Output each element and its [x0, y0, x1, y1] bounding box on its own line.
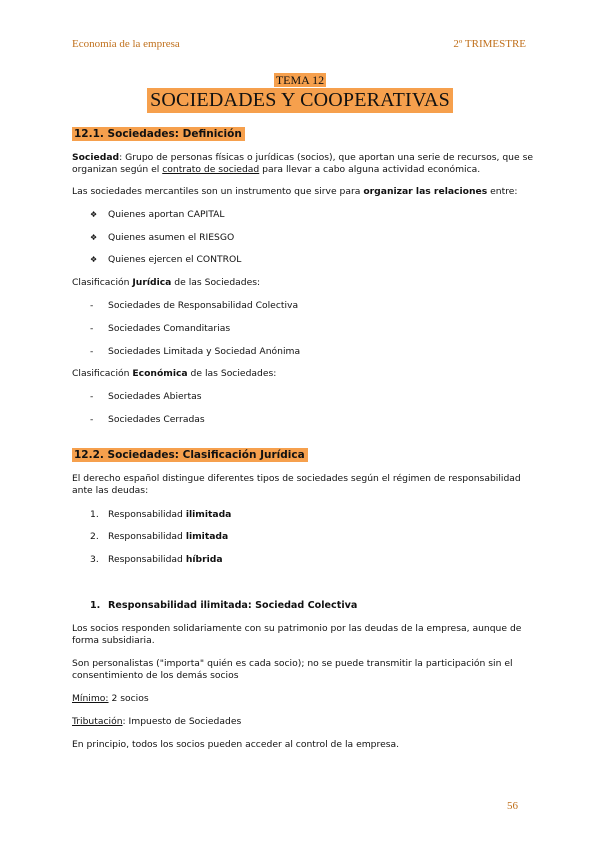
- list-item: Sociedades Limitada y Sociedad Anónima: [108, 346, 301, 357]
- list-number: 2.: [90, 531, 99, 542]
- bullet-icon: ❖: [90, 210, 98, 219]
- section-heading-clasificacion: [72, 449, 308, 461]
- classification-bold: Jurídica: [132, 277, 172, 288]
- dash-marker: -: [90, 300, 94, 311]
- definition-text: : Grupo de personas físicas o jurídicas (socios), que aportan una serie de recursos, que se organizan según el: [72, 152, 534, 175]
- section-heading-definicion: [72, 128, 245, 140]
- dash-marker: -: [90, 346, 94, 357]
- list-item: [108, 554, 223, 566]
- definition-text-end: para llevar a cabo alguna actividad económica.: [259, 164, 481, 175]
- dash-marker: -: [90, 391, 94, 402]
- list-item-bold: ilimitada: [185, 509, 232, 520]
- mercantile-paragraph: [72, 186, 532, 198]
- topic-number-text: TEMA 12: [275, 73, 325, 87]
- taxation-line: [72, 716, 532, 728]
- economic-classification-paragraph: [72, 368, 532, 380]
- solidarity-paragraph: Los socios responden solidariamente con su patrimonio por las deudas de la empresa, aunque de forma subsidiaria.: [72, 623, 522, 646]
- bullet-icon: ❖: [90, 255, 98, 264]
- list-item: Sociedades Comanditarias: [108, 323, 231, 334]
- list-item: Sociedades Cerradas: [108, 414, 205, 425]
- list-item-text: Responsabilidad: [108, 509, 186, 520]
- mercantile-text-end: entre:: [487, 186, 518, 197]
- classification-text: Clasificación: [72, 277, 133, 288]
- definition-paragraph: [72, 152, 534, 176]
- list-number: 1.: [90, 509, 99, 520]
- classification-bold: Económica: [132, 368, 188, 379]
- list-item-text: Responsabilidad: [108, 531, 186, 542]
- subheading-number: 1.: [90, 600, 101, 611]
- list-item: [108, 531, 228, 543]
- subheading-colectiva: Responsabilidad ilimitada: Sociedad Colectiva: [108, 600, 358, 611]
- list-item-bold: híbrida: [185, 554, 223, 565]
- control-paragraph: En principio, todos los socios pueden acceder al control de la empresa.: [72, 739, 400, 750]
- bullet-icon: ❖: [90, 233, 98, 242]
- mercantile-text: Las sociedades mercantiles son un instrumento que sirve para: [72, 186, 364, 197]
- contract-link-text: contrato de sociedad: [162, 164, 260, 175]
- legal-classification-paragraph: [72, 277, 532, 289]
- personalist-paragraph: Son personalistas ("importa" quién es cada socio); no se puede transmitir la participación sin el consentimiento de los demás socios: [72, 658, 513, 681]
- topic-number: [0, 73, 600, 88]
- classification-text: Clasificación: [72, 368, 133, 379]
- list-item-text: Responsabilidad: [108, 554, 186, 565]
- section-heading-text: 12.1. Sociedades: Definición: [72, 127, 245, 141]
- dash-marker: -: [90, 323, 94, 334]
- classification-text-end: de las Sociedades:: [187, 368, 277, 379]
- mercantile-bold: organizar las relaciones: [363, 186, 488, 197]
- page-number: 56: [507, 800, 518, 812]
- list-item: [108, 509, 231, 521]
- list-number: 3.: [90, 554, 99, 565]
- list-item: Sociedades Abiertas: [108, 391, 202, 402]
- intro-paragraph: El derecho español distingue diferentes tipos de sociedades según el régimen de responsabilidad ante las deudas:: [72, 473, 521, 496]
- taxation-label: Tributación: [72, 716, 123, 727]
- definition-term: Sociedad: [72, 152, 120, 163]
- taxation-value: : Impuesto de Sociedades: [122, 716, 242, 727]
- list-item: Sociedades de Responsabilidad Colectiva: [108, 300, 299, 311]
- header-subject: Economía de la empresa: [72, 38, 180, 50]
- list-item: Quienes ejercen el CONTROL: [108, 254, 242, 265]
- list-item: Quienes asumen el RIESGO: [108, 232, 235, 243]
- classification-text-end: de las Sociedades:: [171, 277, 261, 288]
- header-term: 2º TRIMESTRE: [453, 38, 526, 50]
- minimum-line: [72, 693, 532, 705]
- dash-marker: -: [90, 414, 94, 425]
- minimum-value: 2 socios: [108, 693, 149, 704]
- document-title: [0, 88, 600, 113]
- document-title-text: SOCIEDADES Y COOPERATIVAS: [147, 88, 453, 113]
- minimum-label: Mínimo:: [72, 693, 109, 704]
- list-item-bold: limitada: [185, 531, 229, 542]
- section-heading-text: 12.2. Sociedades: Clasificación Jurídica: [72, 448, 308, 462]
- list-item: Quienes aportan CAPITAL: [108, 209, 225, 220]
